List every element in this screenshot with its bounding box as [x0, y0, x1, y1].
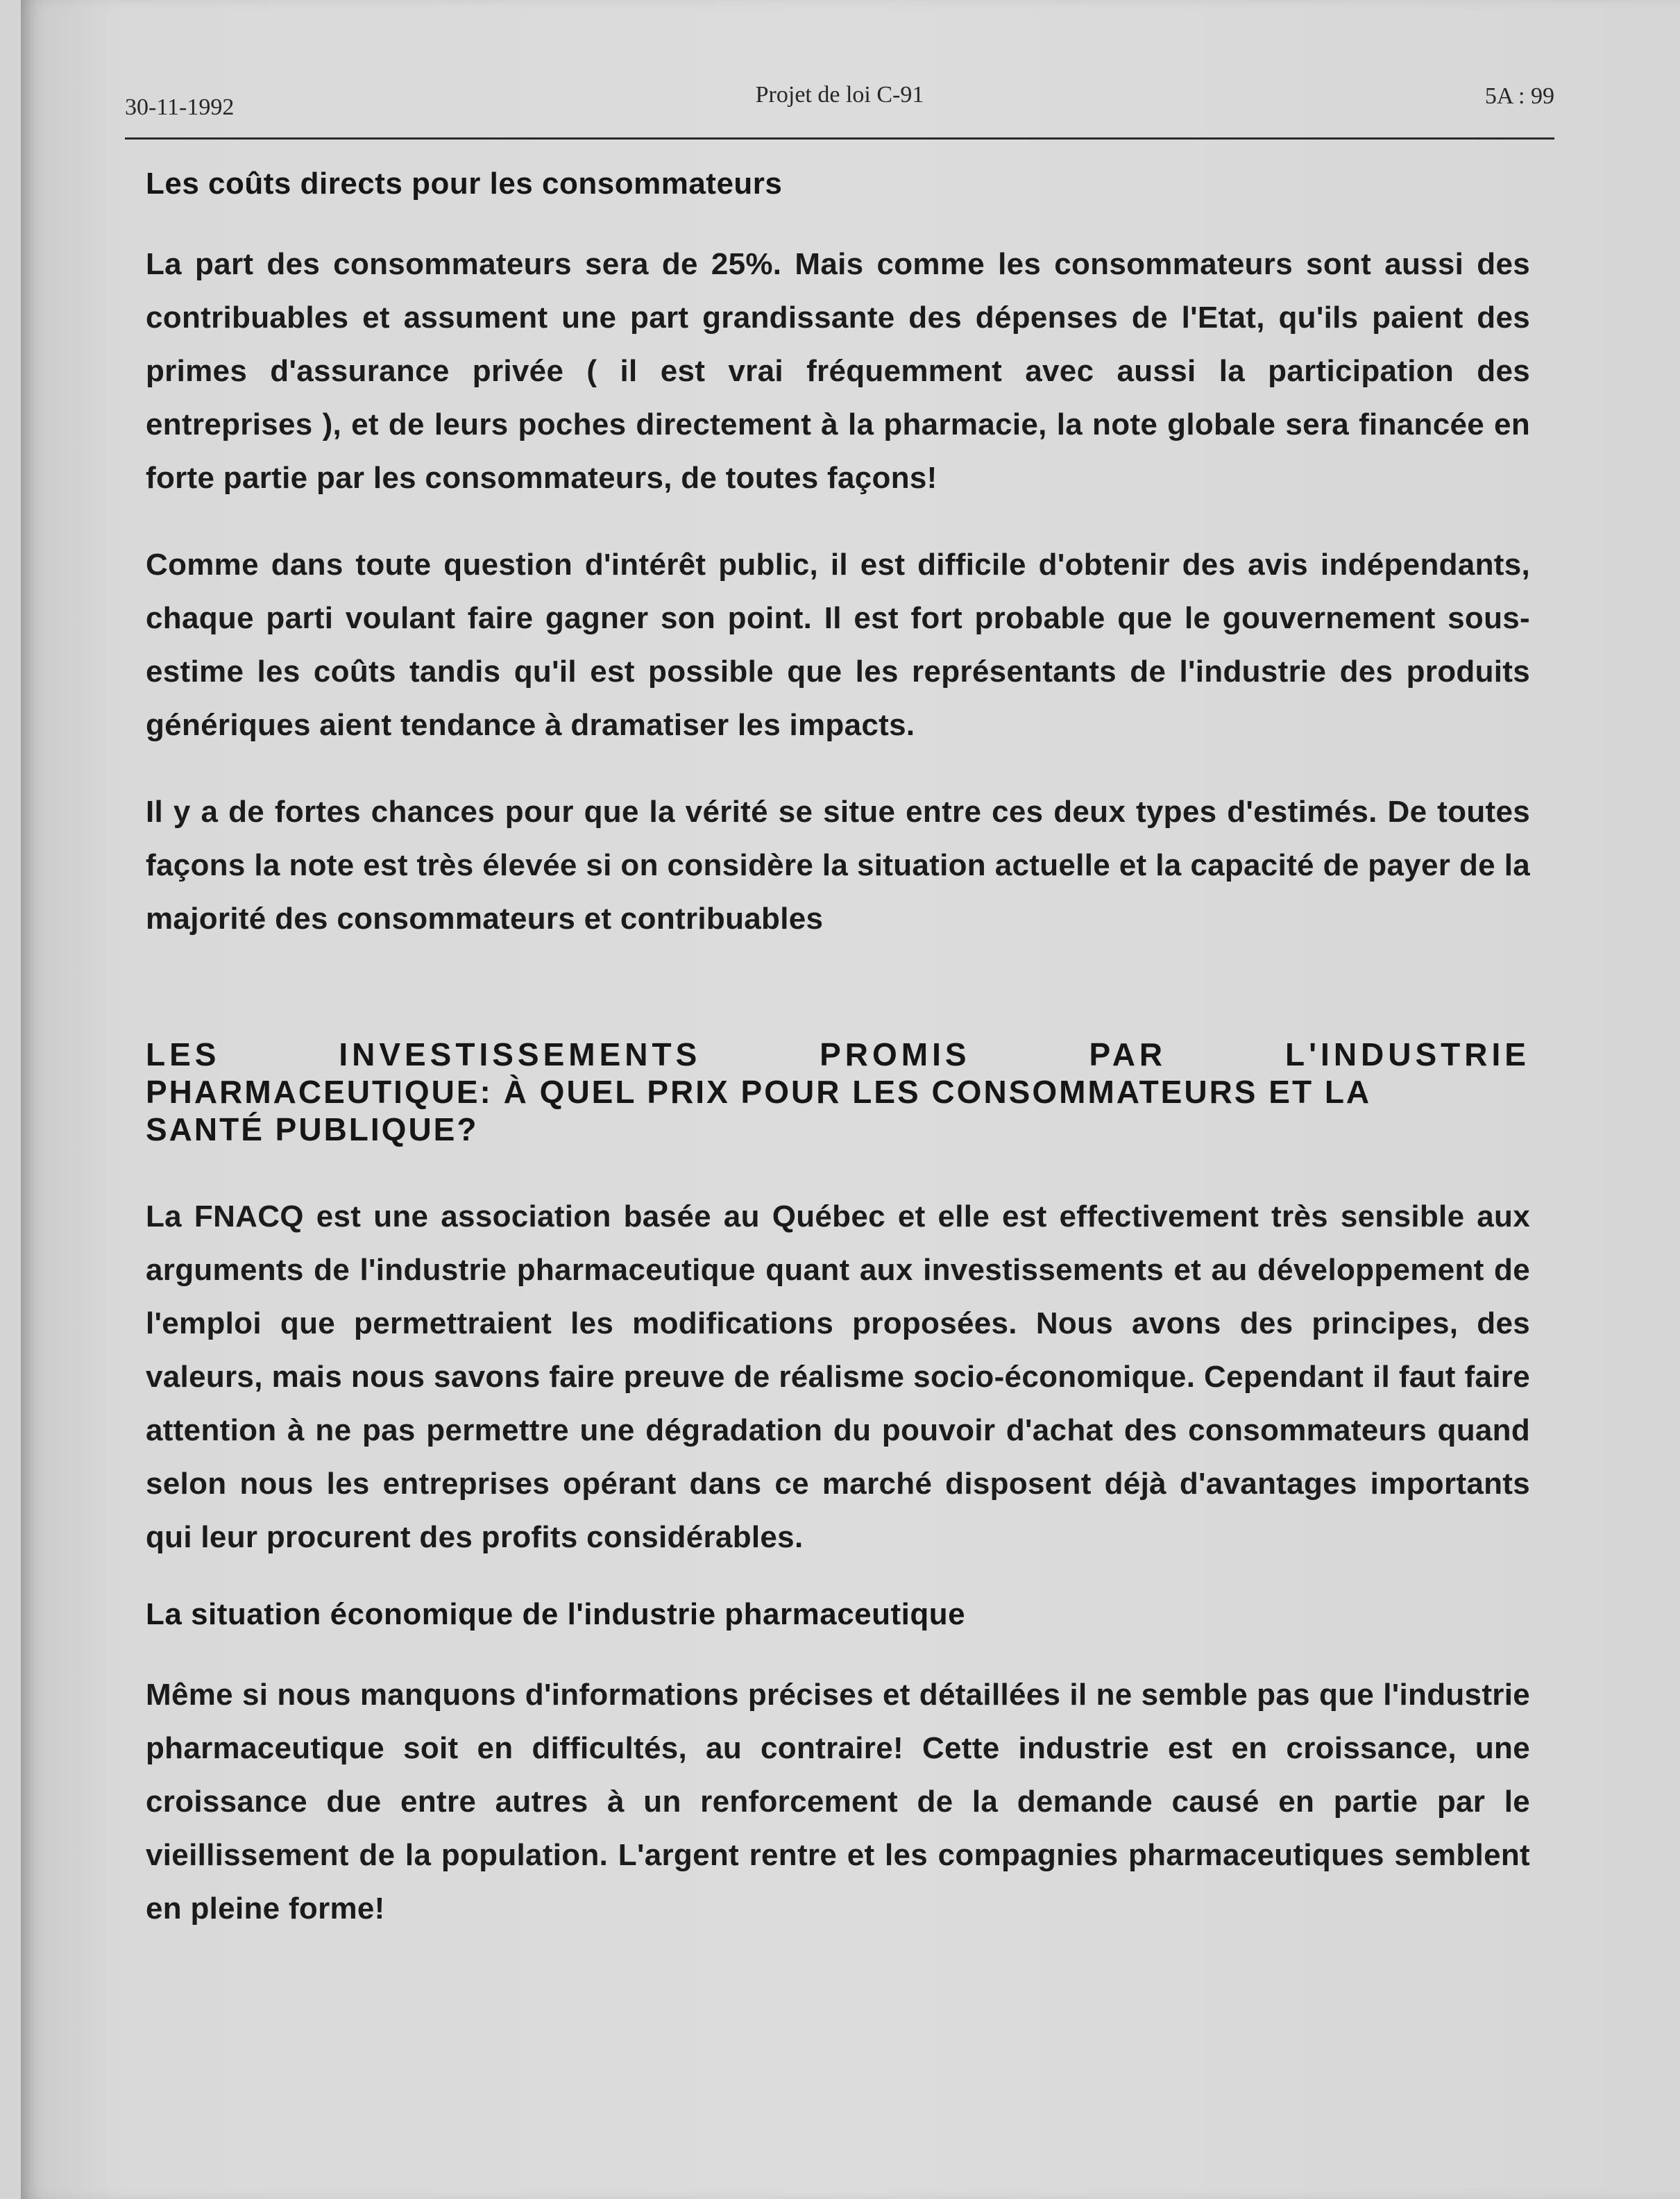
heading-word: LES — [146, 1036, 221, 1072]
section-heading-investments — [146, 1036, 1530, 1148]
paragraph-fnacq: La FNACQ est une association basée au Québec et elle est effectivement très sensible aux arguments de l'industrie pharmaceutique quant aux investissements et au développement de l'emploi que permettraient les modifications proposées. Nous avons des principes, des valeurs, mais nous savons faire preuve de réalisme socio-économique. Cependant il faut faire attention à ne pas permettre une dégradation du pouvoir d'achat des consommateurs quand selon nous les entreprises opérant dans ce marché disposent déjà d'avantages importants qui leur procurent des profits considérables. — [146, 1199, 1530, 1554]
header-title: Projet de loi C-91 — [755, 82, 924, 108]
document-page — [21, 0, 1680, 2199]
heading-line-2: PHARMACEUTIQUE: À QUEL PRIX POUR LES CONSOMMATEURS ET LA — [146, 1074, 1372, 1110]
paragraph-consumer-share: La part des consommateurs sera de 25%. Mais comme les consommateurs sont aussi des contribuables et assument une part grandissante des dépenses de l'Etat, qu'ils paient des primes d'assurance privée ( il est vrai fréquemment avec aussi la participation des entreprises ), et de leurs poches directement à la pharmacie, la note globale sera financée en forte partie par les consommateurs, de toutes façons! — [146, 247, 1530, 495]
paragraph-estimates: Il y a de fortes chances pour que la vérité se situe entre ces deux types d'estimés. De toutes façons la note est très élevée si on considère la situation actuelle et la capacité de payer de la majorité des consommateurs et contribuables — [146, 795, 1530, 936]
heading-word: L'INDUSTRIE — [1285, 1036, 1530, 1072]
heading-word: PROMIS — [820, 1036, 971, 1072]
heading-word: INVESTISSEMENTS — [339, 1036, 702, 1072]
paragraph-industry-growth: Même si nous manquons d'informations précises et détaillées il ne semble pas que l'industrie pharmaceutique soit en difficultés, au contraire! Cette industrie est en croissance, une croissance due entre autres à un renforcement de la demande causé en partie par le vieillissement de la population. L'argent rentre et les compagnies pharmaceutiques semblent en pleine forme! — [146, 1678, 1530, 1926]
heading-line-3: SANTÉ PUBLIQUE? — [146, 1111, 479, 1147]
header-date: 30-11-1992 — [125, 94, 235, 120]
paragraph-public-interest: Comme dans toute question d'intérêt public, il est difficile d'obtenir des avis indépendants, chaque parti voulant faire gagner son point. Il est fort probable que le gouvernement sous-estime les coûts tandis qu'il est possible que les représentants de l'industrie des produits génériques aient tendance à dramatiser les impacts. — [146, 548, 1530, 742]
heading-line-1 — [146, 1036, 1530, 1073]
header-page-number: 5A : 99 — [1484, 83, 1554, 109]
document-body — [146, 167, 1530, 1969]
heading-word: PAR — [1089, 1036, 1167, 1072]
section-heading-economic-situation: La situation économique de l'industrie pharmaceutique — [146, 1597, 966, 1631]
section-heading-direct-costs: Les coûts directs pour les consommateurs — [146, 167, 783, 201]
running-header — [125, 82, 1554, 140]
